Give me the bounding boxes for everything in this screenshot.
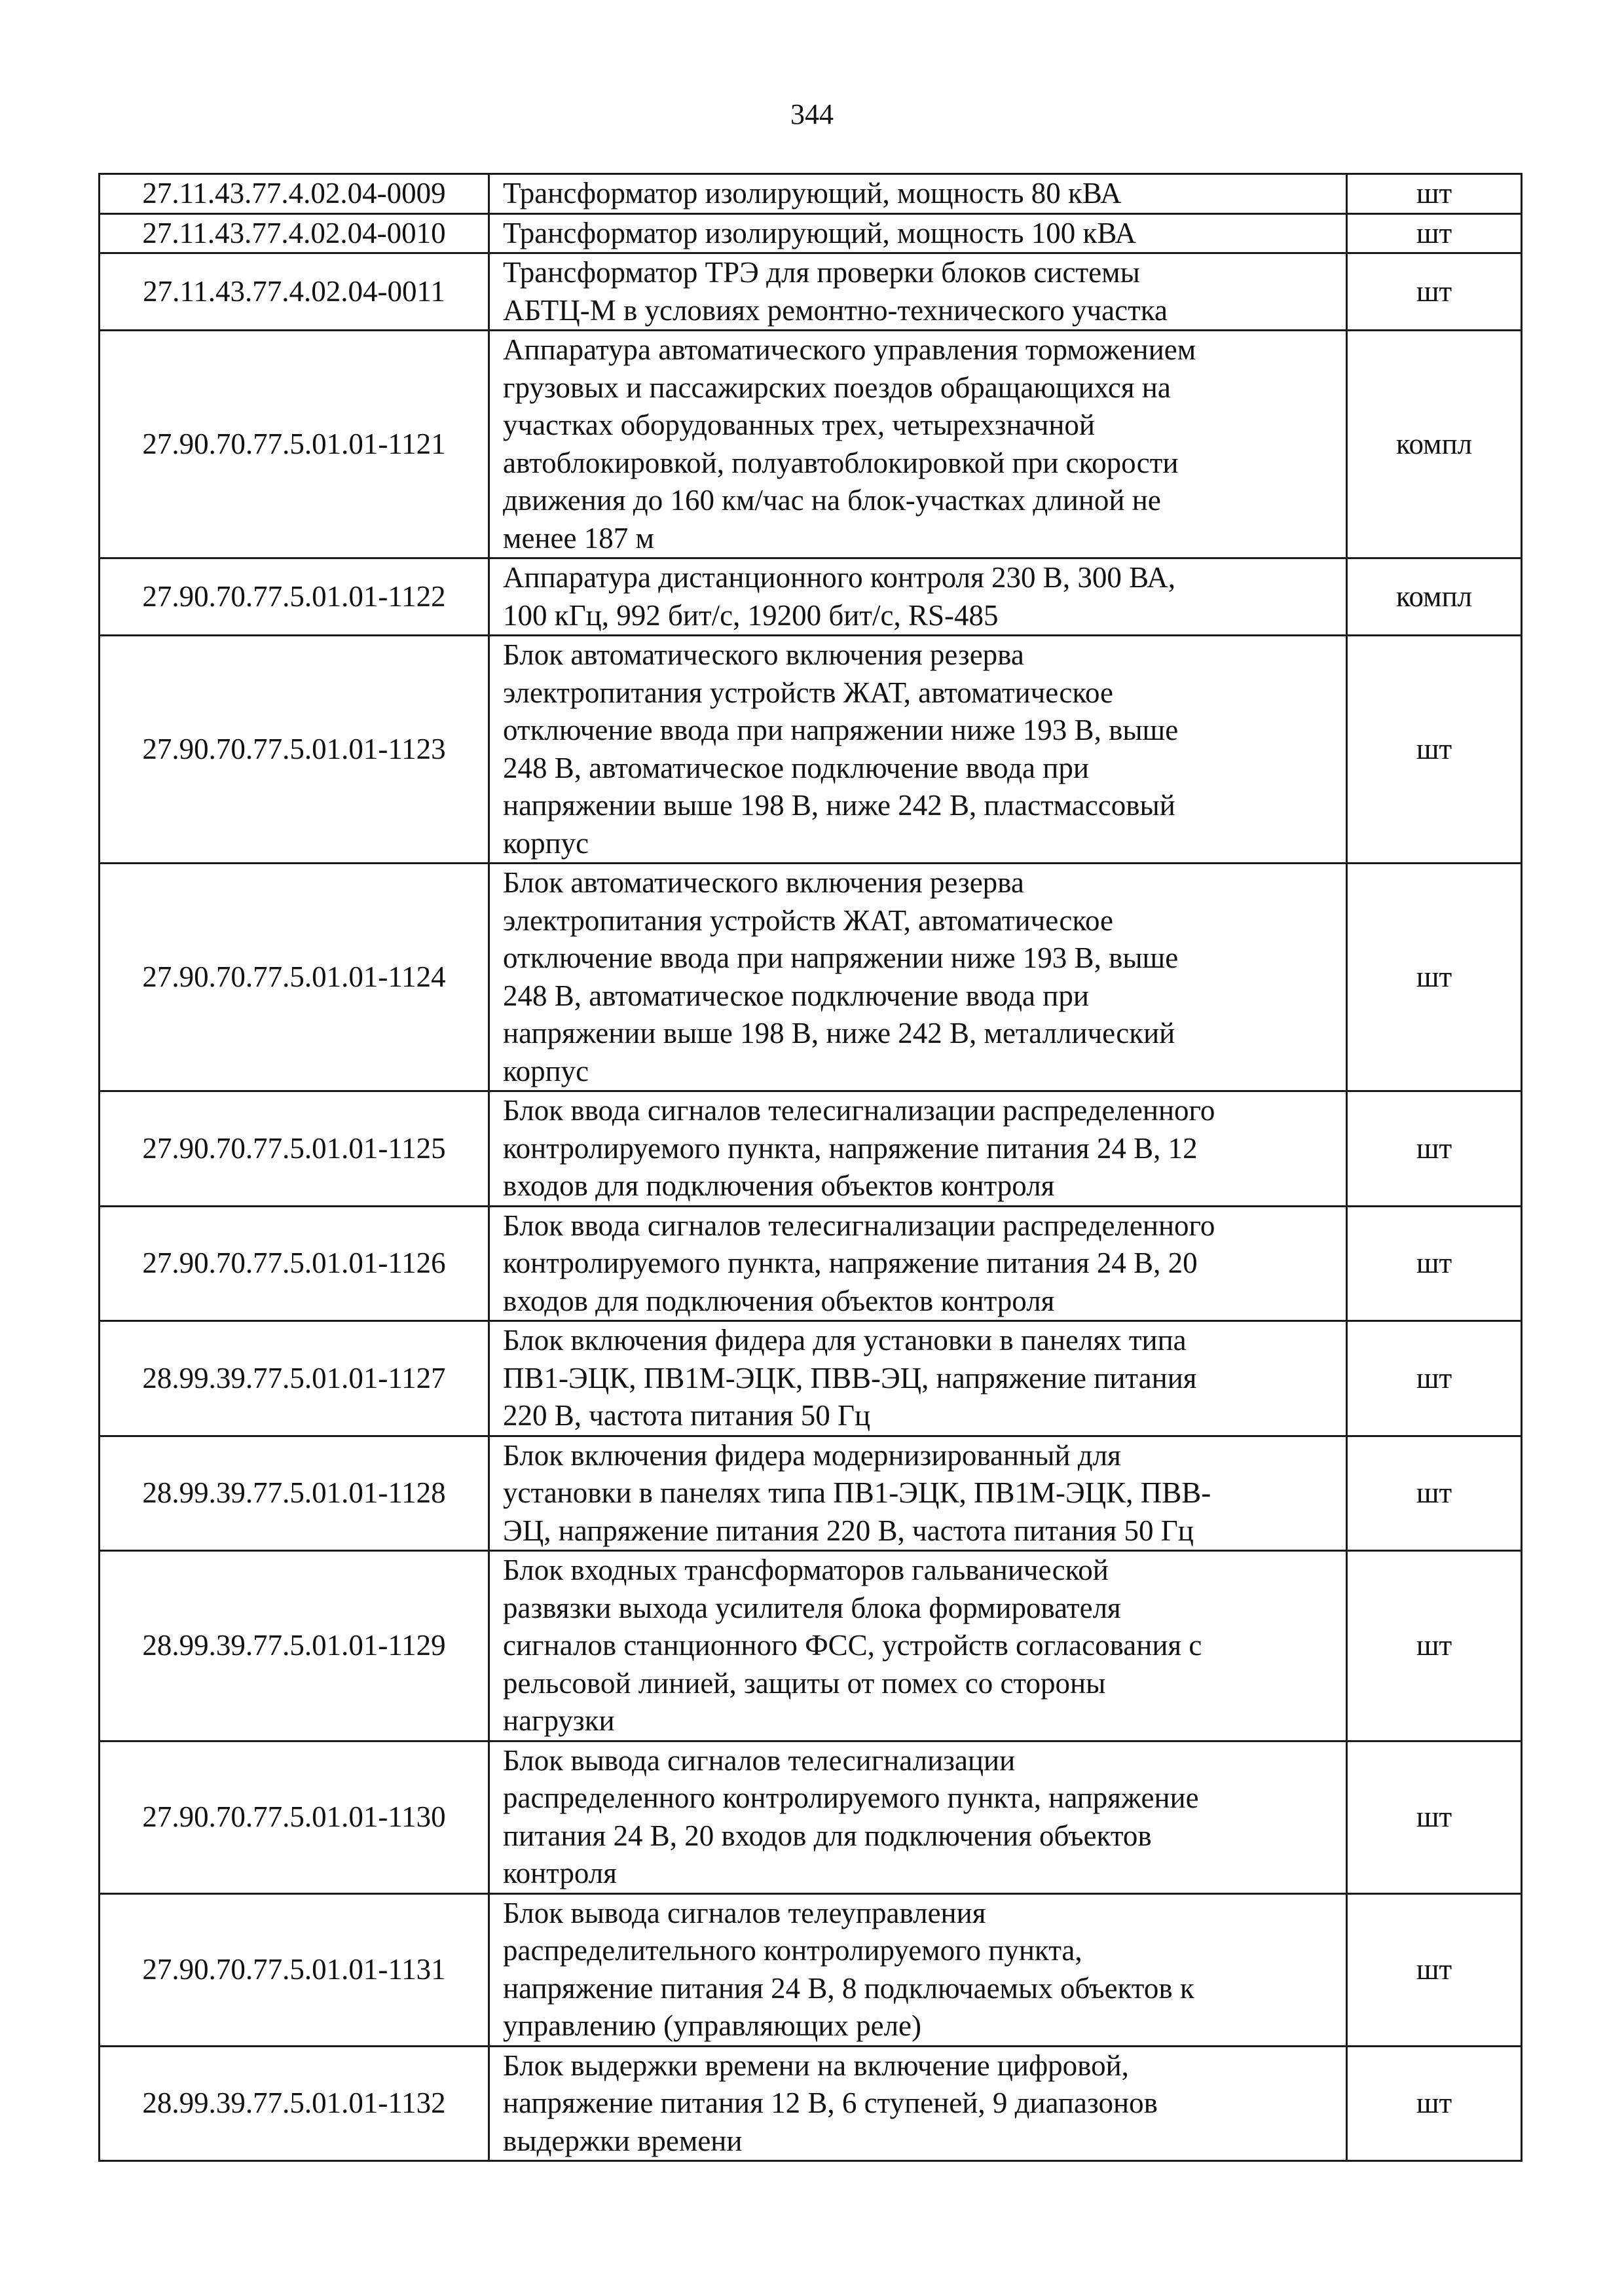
resource-unit: шт [1347,1893,1522,2046]
table-row [100,558,1522,636]
resource-name [489,2046,1347,2161]
resource-name-line: Трансформатор изолирующий, мощность 100 кВА [503,216,1137,249]
resource-unit: шт [1347,1436,1522,1551]
resource-name-line: ЭЦ, напряжение питания 220 В, частота питания 50 Гц [503,1514,1194,1547]
table-row [100,864,1522,1091]
resource-name-line: напряжении выше 198 В, ниже 242 В, пластмассовый [503,789,1175,822]
resource-name-line: распределенного контролируемого пункта, напряжение [503,1781,1199,1814]
resource-name-line: менее 187 м [503,521,654,555]
resource-name-line: Блок ввода сигналов телесигнализации распределенного [503,1209,1215,1242]
resource-name-line: напряжение питания 24 В, 8 подключаемых объектов к [503,1971,1194,2005]
resource-name-line: Блок вывода сигналов телеуправления [503,1896,986,1929]
resource-name-line: рельсовой линией, защиты от помех со стороны [503,1666,1106,1700]
resource-code: 28.99.39.77.5.01.01-1127 [100,1321,489,1436]
table-row [100,1321,1522,1436]
table-row [100,253,1522,331]
table-row [100,174,1522,214]
table-row [100,1893,1522,2046]
resource-code: 28.99.39.77.5.01.01-1129 [100,1551,489,1741]
resource-unit: шт [1347,1206,1522,1321]
resource-code: 27.90.70.77.5.01.01-1131 [100,1893,489,2046]
resource-name-line: Трансформатор ТРЭ для проверки блоков системы [503,256,1140,289]
resource-name-line: контролируемого пункта, напряжение питания 24 В, 20 [503,1247,1198,1279]
resource-name [489,331,1347,558]
resource-name-line: Блок ввода сигналов телесигнализации распределенного [503,1094,1215,1127]
resource-name-line: сигналов станционного ФСС, устройств согласования с [503,1629,1202,1662]
resource-unit: шт [1347,1741,1522,1893]
resource-name [489,864,1347,1091]
resource-name-line: Трансформатор изолирующий, мощность 80 кВА [503,177,1122,210]
resource-name-line: Аппаратура дистанционного контроля 230 В, 300 ВА, [503,561,1176,594]
resource-unit: шт [1347,1551,1522,1741]
resource-code: 27.90.70.77.5.01.01-1125 [100,1091,489,1207]
resource-code: 28.99.39.77.5.01.01-1132 [100,2046,489,2161]
resource-name [489,558,1347,636]
resource-name-line: входов для подключения объектов контроля [503,1284,1055,1317]
table-row [100,1091,1522,1207]
resource-name-line: ПВ1-ЭЦК, ПВ1М-ЭЦК, ПВВ-ЭЦ, напряжение питания [503,1361,1197,1394]
resource-name-line: выдержки времени [503,2124,743,2157]
table-row [100,2046,1522,2161]
resource-unit: шт [1347,253,1522,331]
resource-name-line: питания 24 В, 20 входов для подключения объектов [503,1819,1152,1852]
resource-name-line: электропитания устройств ЖАТ, автоматическое [503,676,1113,709]
resource-name [489,174,1347,214]
resource-unit: шт [1347,213,1522,253]
resource-unit: шт [1347,2046,1522,2161]
resource-name-line: корпус [503,826,589,860]
table-row [100,1741,1522,1893]
resource-code: 27.11.43.77.4.02.04-0010 [100,213,489,253]
resource-name-line: напряжении выше 198 В, ниже 242 В, металлический [503,1017,1175,1049]
resource-unit: шт [1347,636,1522,864]
resource-name-line: контроля [503,1857,617,1889]
resource-name [489,1206,1347,1321]
resource-name [489,1321,1347,1436]
resource-name [489,1436,1347,1551]
resource-name-line: 220 В, частота питания 50 Гц [503,1399,871,1432]
resource-name [489,1741,1347,1893]
resource-unit: компл [1347,558,1522,636]
resource-name-line: напряжение питания 12 В, 6 ступеней, 9 диапазонов [503,2086,1158,2119]
resource-name-line: 248 В, автоматическое подключение ввода при [503,979,1089,1012]
table-row [100,1551,1522,1741]
resource-code: 27.90.70.77.5.01.01-1126 [100,1206,489,1321]
resource-code: 27.90.70.77.5.01.01-1122 [100,558,489,636]
page-number: 344 [790,98,834,130]
resource-code: 27.90.70.77.5.01.01-1121 [100,331,489,558]
resource-name [489,253,1347,331]
resource-unit: шт [1347,864,1522,1091]
resource-name-line: грузовых и пассажирских поездов обращающихся на [503,371,1171,404]
resource-name-line: установки в панелях типа ПВ1-ЭЦК, ПВ1М-ЭЦК, ПВВ- [503,1476,1211,1509]
resource-name-line: распределительного контролируемого пункта, [503,1934,1082,1967]
resource-name-line: 248 В, автоматическое подключение ввода при [503,751,1089,784]
resource-name-line: Блок включения фидера для установки в панелях типа [503,1324,1187,1357]
resource-name-line: Блок выдержки времени на включение цифровой, [503,2049,1129,2082]
table-row [100,331,1522,558]
table-body [100,174,1522,2161]
resource-name-line: отключение ввода при напряжении ниже 193 В, выше [503,714,1179,746]
resource-name [489,1551,1347,1741]
resource-name-line: развязки выхода усилителя блока формирователя [503,1591,1121,1624]
resource-name-line: Блок вывода сигналов телесигнализации [503,1743,1016,1777]
resource-name-line: нагрузки [503,1704,615,1737]
resource-name-line: автоблокировкой, полуавтоблокировкой при скорости [503,446,1179,479]
resource-name-line: отключение ввода при напряжении ниже 193 В, выше [503,941,1179,974]
resource-name-line: Аппаратура автоматического управления торможением [503,333,1196,366]
resource-code: 27.90.70.77.5.01.01-1123 [100,636,489,864]
resource-name-line: Блок включения фидера модернизированный для [503,1438,1121,1472]
resource-unit: шт [1347,174,1522,214]
resource-name-line: корпус [503,1054,589,1087]
resource-code: 27.11.43.77.4.02.04-0009 [100,174,489,214]
resource-code: 27.90.70.77.5.01.01-1130 [100,1741,489,1893]
resource-name-line: управлению (управляющих реле) [503,2009,922,2042]
table-row [100,1206,1522,1321]
resource-name-line: Блок входных трансформаторов гальванической [503,1554,1109,1586]
resource-table [98,173,1522,2162]
resource-name-line: входов для подключения объектов контроля [503,1169,1055,1202]
table-row [100,1436,1522,1551]
resource-code: 27.11.43.77.4.02.04-0011 [100,253,489,331]
resource-unit: компл [1347,331,1522,558]
resource-name [489,1893,1347,2046]
resource-code: 27.90.70.77.5.01.01-1124 [100,864,489,1091]
resource-name-line: АБТЦ-М в условиях ремонтно-технического участка [503,293,1168,327]
table-row [100,213,1522,253]
resource-name [489,213,1347,253]
resource-unit: шт [1347,1091,1522,1207]
resource-name-line: 100 кГц, 992 бит/с, 19200 бит/с, RS-485 [503,598,999,632]
resource-name-line: контролируемого пункта, напряжение питания 24 В, 12 [503,1131,1198,1165]
resource-code: 28.99.39.77.5.01.01-1128 [100,1436,489,1551]
resource-unit: шт [1347,1321,1522,1436]
resource-name-line: электропитания устройств ЖАТ, автоматическое [503,903,1113,937]
resource-name-line: движения до 160 км/час на блок-участках длиной не [503,484,1161,517]
resource-name [489,636,1347,864]
resource-name-line: Блок автоматического включения резерва [503,638,1024,671]
table-row [100,636,1522,864]
resource-name-line: участках оборудованных трех, четырехзначной [503,409,1095,441]
resource-name [489,1091,1347,1207]
resource-name-line: Блок автоматического включения резерва [503,866,1024,899]
